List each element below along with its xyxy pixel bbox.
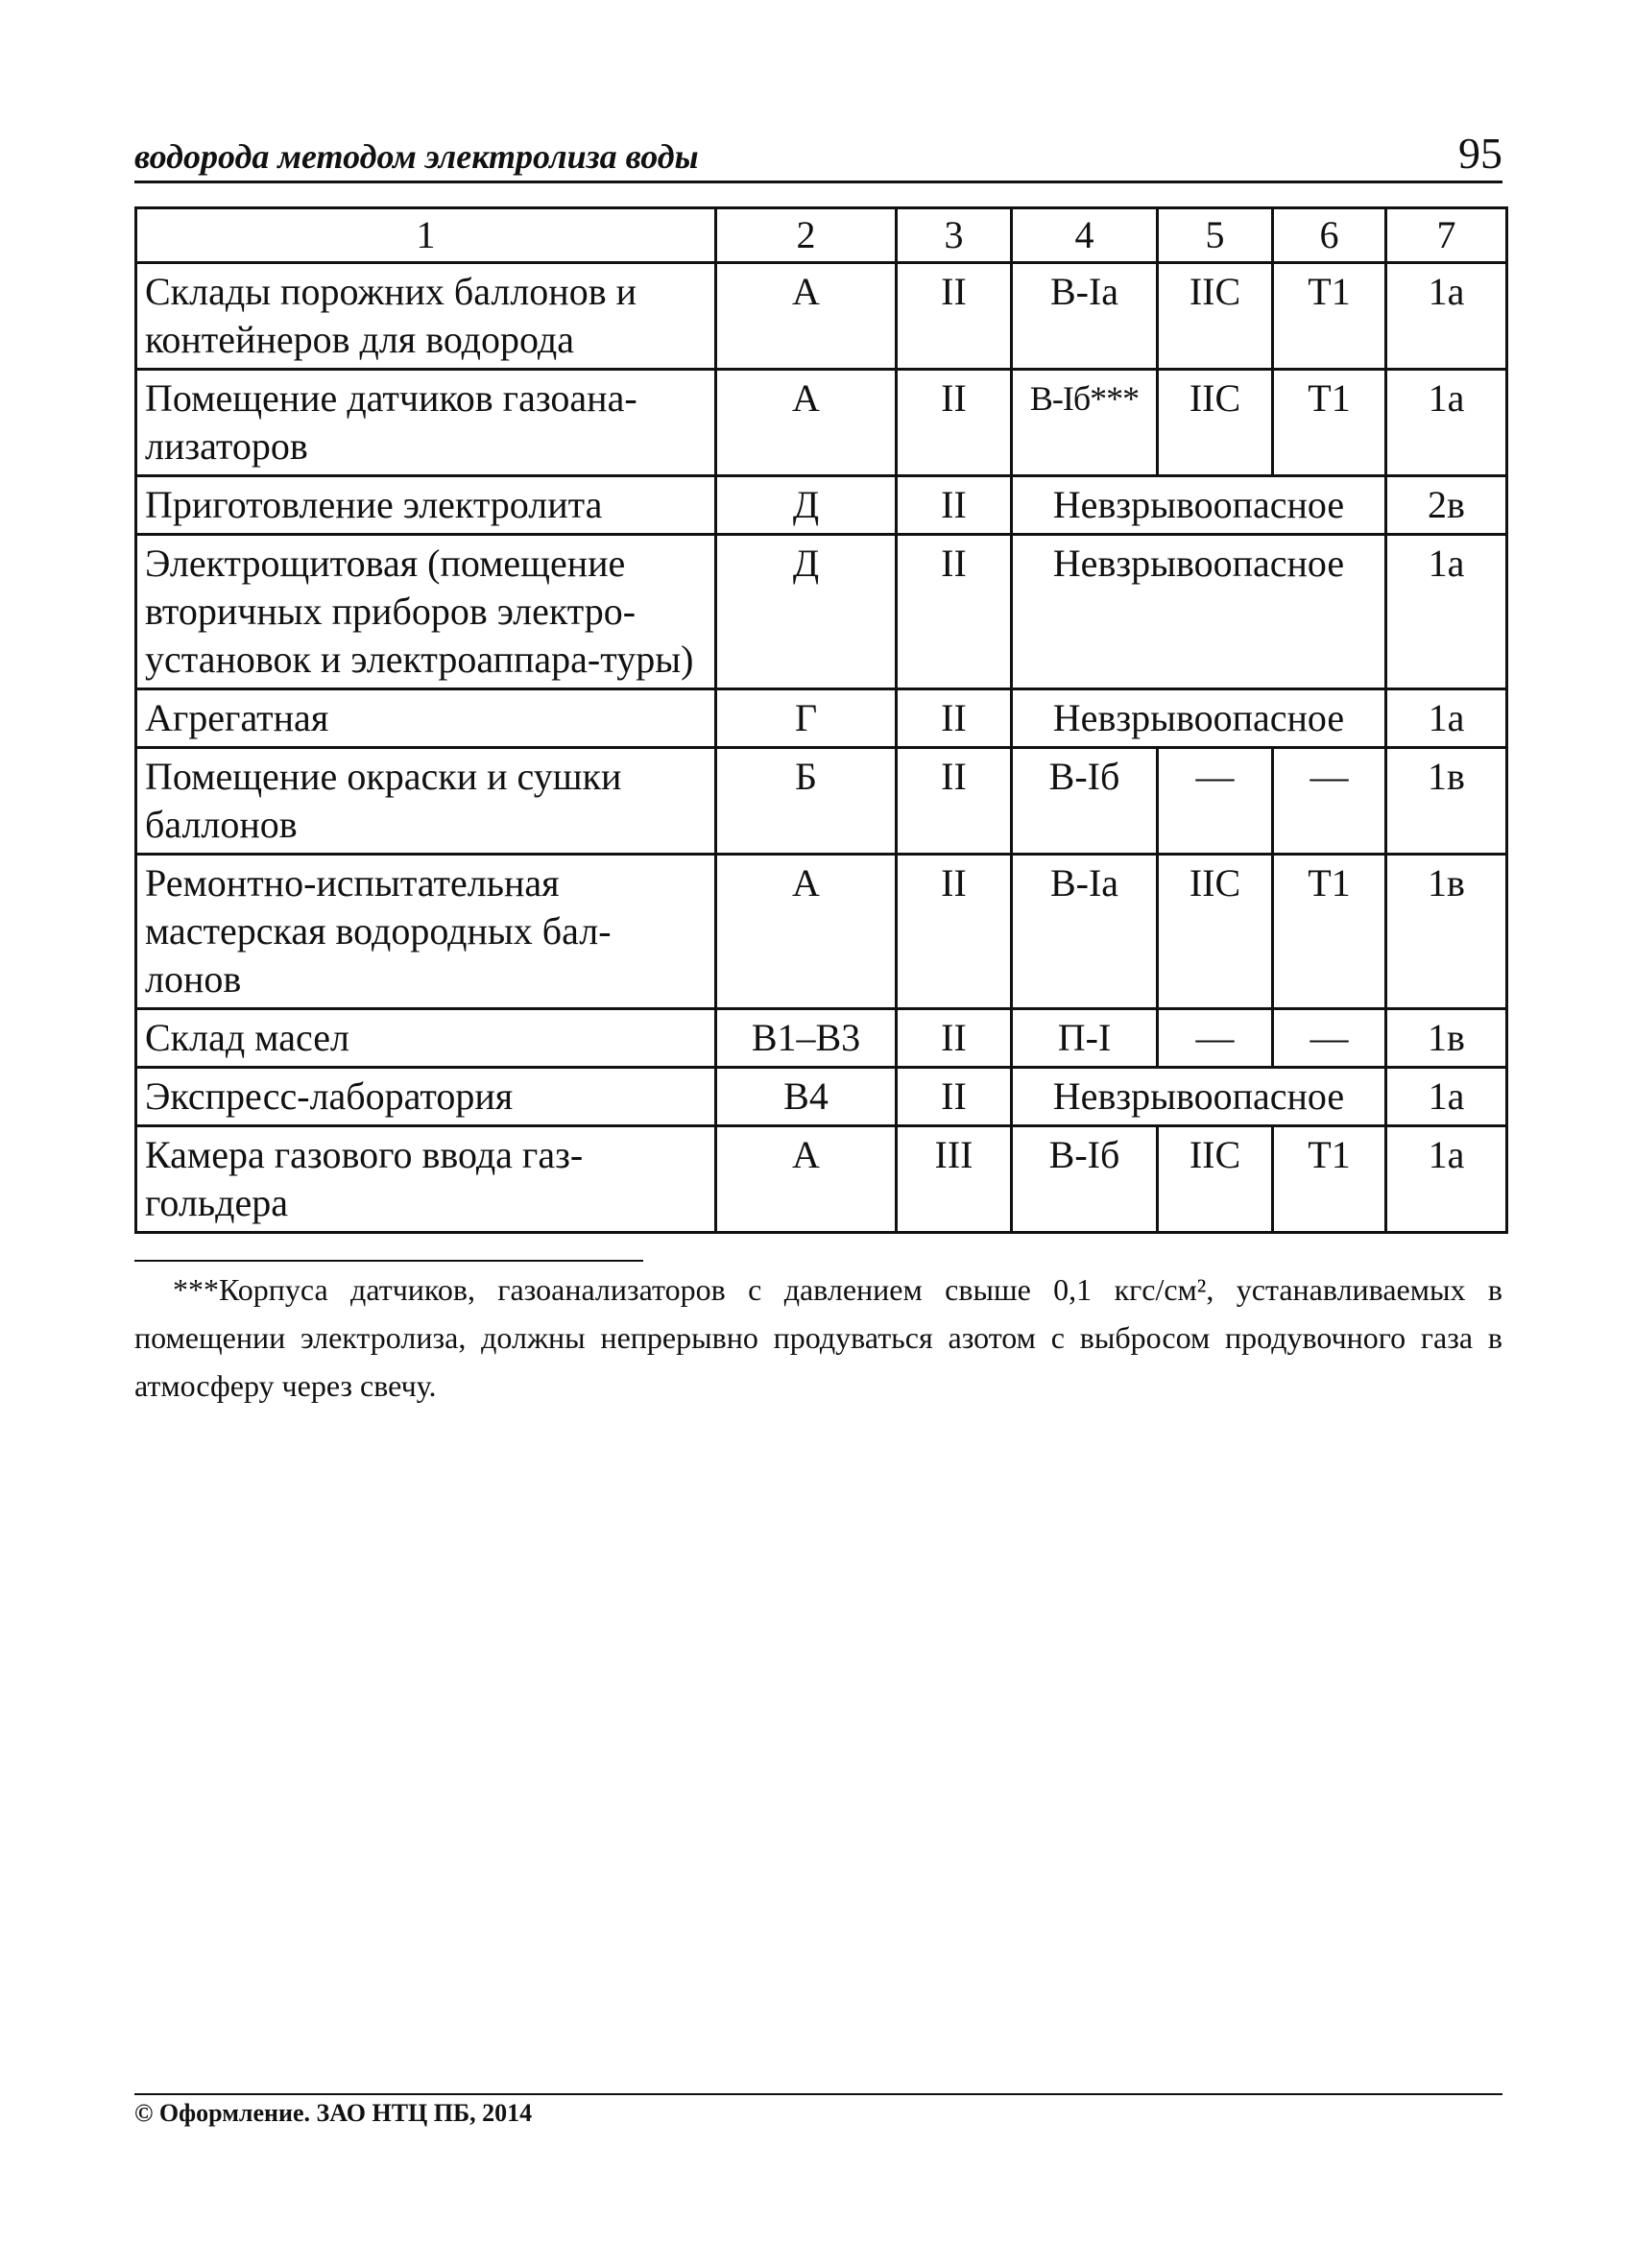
column-number: 5 xyxy=(1158,208,1273,263)
room-name-cell: Склады порожних баллонов и контейнеров для водорода xyxy=(136,263,716,370)
category-cell: А xyxy=(716,263,897,370)
table-row xyxy=(136,535,1507,689)
zone-class-cell: В-Iа xyxy=(1012,855,1158,1009)
zone-class-cell: В-Iа xyxy=(1012,263,1158,370)
non-explosive-cell: Невзрывоопасное xyxy=(1012,689,1386,748)
degree-cell: II xyxy=(897,370,1012,476)
explosion-group-cell: — xyxy=(1158,748,1273,855)
explosion-group-cell: IIC xyxy=(1158,855,1273,1009)
temperature-class-cell: — xyxy=(1273,748,1386,855)
footnote-divider xyxy=(134,1260,643,1262)
column-number: 2 xyxy=(716,208,897,263)
temperature-class-cell: Т1 xyxy=(1273,1126,1386,1233)
category-cell: Б xyxy=(716,748,897,855)
table-row xyxy=(136,370,1507,476)
room-name-cell: Помещение окраски и сушки баллонов xyxy=(136,748,716,855)
zone-class-cell: П-I xyxy=(1012,1009,1158,1068)
column-number: 7 xyxy=(1386,208,1507,263)
category-cell: Д xyxy=(716,476,897,535)
room-name-cell: Экспресс-лаборатория xyxy=(136,1068,716,1126)
degree-cell: II xyxy=(897,476,1012,535)
group-cell: 2в xyxy=(1386,476,1507,535)
group-cell: 1в xyxy=(1386,855,1507,1009)
table-row xyxy=(136,689,1507,748)
non-explosive-cell: Невзрывоопасное xyxy=(1012,1068,1386,1126)
non-explosive-cell: Невзрывоопасное xyxy=(1012,476,1386,535)
group-cell: 1а xyxy=(1386,689,1507,748)
temperature-class-cell: Т1 xyxy=(1273,370,1386,476)
explosion-group-cell: — xyxy=(1158,1009,1273,1068)
category-cell: Д xyxy=(716,535,897,689)
category-cell: А xyxy=(716,1126,897,1233)
explosion-group-cell: IIC xyxy=(1158,1126,1273,1233)
degree-cell: II xyxy=(897,263,1012,370)
column-number: 1 xyxy=(136,208,716,263)
table-row xyxy=(136,1126,1507,1233)
room-name-cell: Склад масел xyxy=(136,1009,716,1068)
column-number: 3 xyxy=(897,208,1012,263)
table-row xyxy=(136,1068,1507,1126)
room-name-cell: Электрощитовая (помещение вторичных приборов электро-установок и электроаппара-туры) xyxy=(136,535,716,689)
group-cell: 1а xyxy=(1386,1068,1507,1126)
zone-class-cell: В-Iб*** xyxy=(1012,370,1158,476)
room-name-cell: Агрегатная xyxy=(136,689,716,748)
zone-class-cell: В-Iб xyxy=(1012,1126,1158,1233)
category-cell: А xyxy=(716,370,897,476)
non-explosive-cell: Невзрывоопасное xyxy=(1012,535,1386,689)
temperature-class-cell: — xyxy=(1273,1009,1386,1068)
table-row xyxy=(136,476,1507,535)
degree-cell: II xyxy=(897,535,1012,689)
explosion-group-cell: IIC xyxy=(1158,370,1273,476)
room-name-cell: Ремонтно-испытательная мастерская водородных бал-лонов xyxy=(136,855,716,1009)
column-number: 4 xyxy=(1012,208,1158,263)
room-name-cell: Камера газового ввода газ-гольдера xyxy=(136,1126,716,1233)
degree-cell: II xyxy=(897,1009,1012,1068)
running-title: водорода методом электролиза воды xyxy=(134,137,699,176)
group-cell: 1а xyxy=(1386,263,1507,370)
footer-divider xyxy=(134,2093,1502,2095)
table-row xyxy=(136,855,1507,1009)
degree-cell: II xyxy=(897,689,1012,748)
group-cell: 1а xyxy=(1386,1126,1507,1233)
degree-cell: III xyxy=(897,1126,1012,1233)
footnote: ***Корпуса датчиков, газоанализаторов с давлением свыше 0,1 кгс/см², устанавливаемых в помещении электролиза, должны непрерывно продуваться азотом с выбросом продувочного газа в атмосферу через свечу. xyxy=(134,1272,1502,1403)
category-cell: А xyxy=(716,855,897,1009)
group-cell: 1а xyxy=(1386,370,1507,476)
category-cell: Г xyxy=(716,689,897,748)
group-cell: 1в xyxy=(1386,748,1507,855)
temperature-class-cell: Т1 xyxy=(1273,263,1386,370)
group-cell: 1в xyxy=(1386,1009,1507,1068)
page-number: 95 xyxy=(1458,129,1502,178)
classification-table xyxy=(134,206,1508,1234)
group-cell: 1а xyxy=(1386,535,1507,689)
copyright-footer: © Оформление. ЗАО НТЦ ПБ, 2014 xyxy=(134,2099,533,2127)
temperature-class-cell: Т1 xyxy=(1273,855,1386,1009)
table-row xyxy=(136,1009,1507,1068)
zone-class-cell: В-Iб xyxy=(1012,748,1158,855)
category-cell: В1–В3 xyxy=(716,1009,897,1068)
column-number-row xyxy=(136,208,1507,263)
degree-cell: II xyxy=(897,748,1012,855)
table-row xyxy=(136,263,1507,370)
running-header xyxy=(134,123,1502,183)
degree-cell: II xyxy=(897,855,1012,1009)
room-name-cell: Приготовление электролита xyxy=(136,476,716,535)
room-name-cell: Помещение датчиков газоана-лизаторов xyxy=(136,370,716,476)
degree-cell: II xyxy=(897,1068,1012,1126)
column-number: 6 xyxy=(1273,208,1386,263)
explosion-group-cell: IIC xyxy=(1158,263,1273,370)
table-row xyxy=(136,748,1507,855)
category-cell: В4 xyxy=(716,1068,897,1126)
